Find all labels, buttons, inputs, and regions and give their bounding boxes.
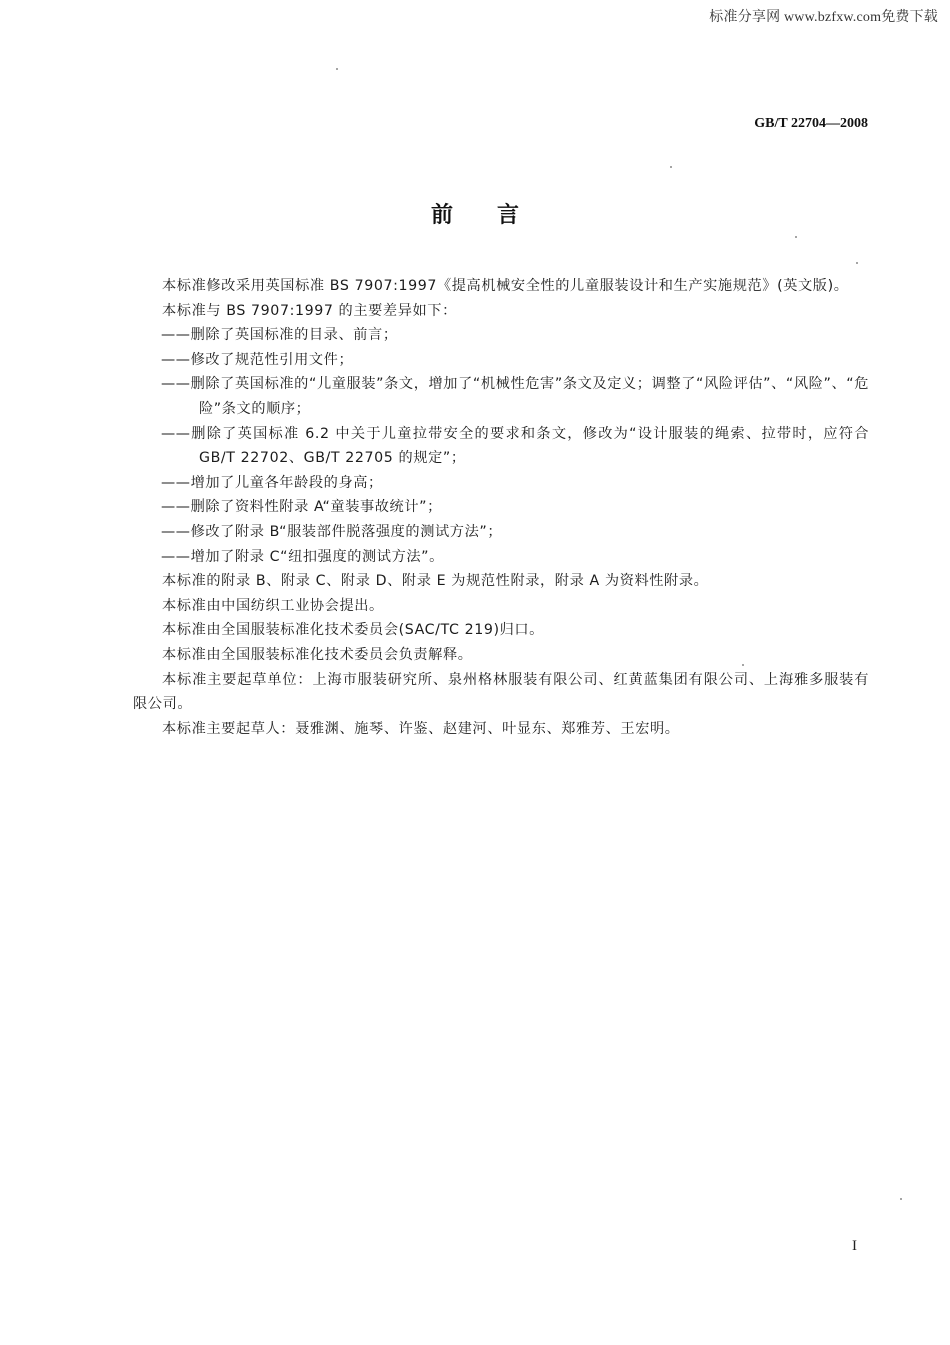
difference-item: ——增加了儿童各年龄段的身高； — [161, 474, 383, 491]
difference-item: ——删除了英国标准的“儿童服装”条文，增加了“机械性危害”条文及定义；调整了“风险评估”、“风险”、“危险”条文的顺序； — [161, 376, 869, 417]
difference-item: ——删除了英国标准 6.2 中关于儿童拉带安全的要求和条文，修改为“设计服装的绳索、拉带时，应符合 GB/T 22702、GB/T 22705 的规定”； — [161, 425, 869, 467]
paragraph-adoption: 本标准修改采用英国标准 BS 7907:1997《提高机械安全性的儿童服装设计和生产实施规范》(英文版)。 — [162, 278, 849, 294]
difference-item: ——修改了附录 B“服装部件脱落强度的测试方法”； — [161, 523, 503, 540]
scan-speck — [670, 166, 672, 168]
paragraph-annexes: 本标准的附录 B、附录 C、附录 D、附录 E 为规范性附录，附录 A 为资料性附录。 — [162, 573, 709, 590]
paragraph-interpreter: 本标准由全国服装标准化技术委员会负责解释。 — [162, 646, 473, 663]
scan-speck — [336, 68, 338, 70]
difference-item: ——删除了英国标准的目录、前言； — [161, 327, 398, 344]
scan-speck — [900, 1198, 902, 1200]
scan-speck — [742, 664, 744, 666]
paragraph-differences-intro: 本标准与 BS 7907:1997 的主要差异如下： — [162, 302, 457, 319]
paragraph-drafting-units: 本标准主要起草单位：上海市服装研究所、泉州格林服装有限公司、红黄蓝集团有限公司、上海雅多服装有限公司。 — [133, 671, 869, 713]
page-title: 前言 — [430, 203, 563, 228]
standard-number: GB/T 22704—2008 — [754, 116, 868, 131]
scan-speck — [856, 262, 858, 264]
page-number: I — [852, 1238, 857, 1254]
paragraph-proposer: 本标准由中国纺织工业协会提出。 — [162, 597, 384, 614]
paragraph-administrator: 本标准由全国服装标准化技术委员会(SAC/TC 219)归口。 — [162, 622, 544, 639]
paragraph-drafters: 本标准主要起草人：聂雅渊、施琴、许鉴、赵建河、叶显东、郑雅芳、王宏明。 — [162, 720, 680, 737]
difference-item: ——删除了资料性附录 A“童装事故统计”； — [161, 499, 442, 516]
watermark-text: 标准分享网 www.bzfxw.com免费下载 — [709, 10, 938, 25]
foreword-body — [133, 274, 869, 741]
scan-speck — [795, 236, 797, 238]
difference-item: ——增加了附录 C“纽扣强度的测试方法”。 — [161, 548, 444, 565]
difference-item: ——修改了规范性引用文件； — [161, 351, 354, 368]
